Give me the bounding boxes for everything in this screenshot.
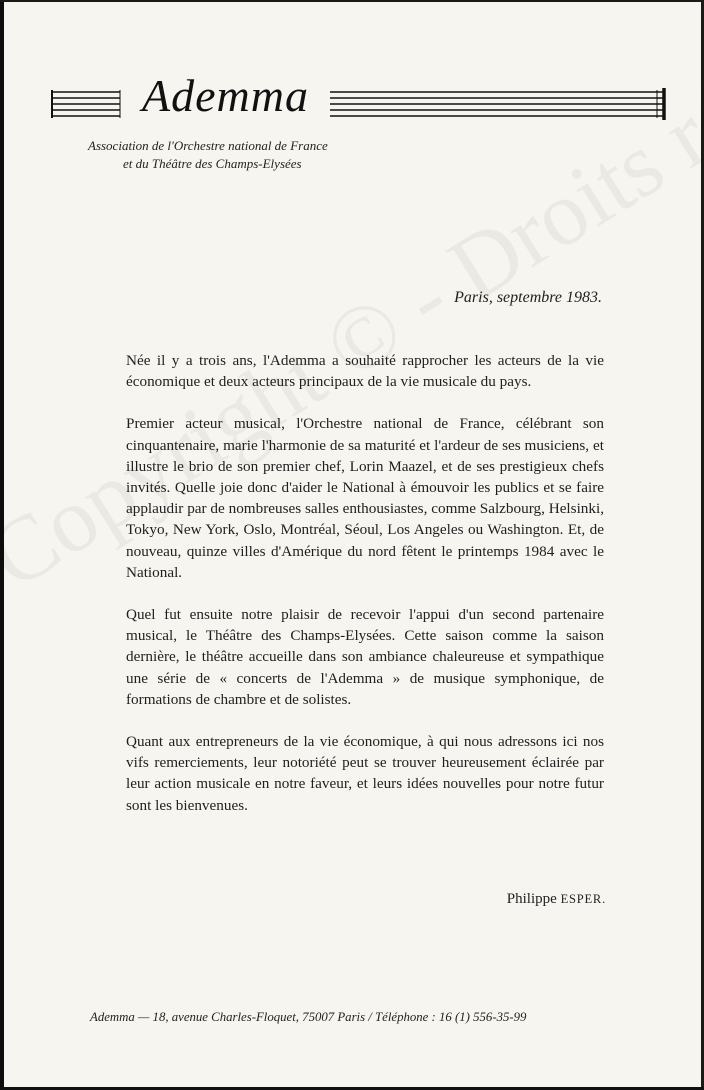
letter-date: Paris, septembre 1983. — [454, 289, 602, 306]
ademma-logo: Ademma — [142, 70, 309, 121]
letterhead-subtitle — [88, 137, 328, 173]
paragraph: Née il y a trois ans, l'Ademma a souhaité rapprocher les acteurs de la vie économique et deux acteurs principaux de la vie musicale du pays. — [126, 352, 604, 391]
letter-body — [126, 350, 604, 837]
paragraph: Quant aux entrepreneurs de la vie économique, à qui nous adressons ici nos vifs remerciements, leur notoriété peut se trouver heureusement éclairée par leur action musicale en notre faveur, et leurs idées nouvelles pour notre futur sont les bienvenues. — [126, 733, 604, 814]
scan-border-left — [0, 0, 4, 1090]
paragraph: Quel fut ensuite notre plaisir de recevoir l'appui d'un second partenaire musical, le Théâtre des Champs-Elysées. Cette saison comme la saison dernière, le théâtre accueille dans son ambiance chaleureuse et sympathique une série de « concerts de l'Ademma » de musique symphonique, de formations de chambre et de solistes. — [126, 606, 604, 708]
letterhead — [50, 66, 670, 126]
signature-last-name: ESPER. — [560, 892, 606, 906]
footer-address: Ademma — 18, avenue Charles-Floquet, 75007 Paris / Téléphone : 16 (1) 556-35-99 — [90, 1010, 527, 1024]
subtitle-line-2: et du Théâtre des Champs-Elysées — [123, 156, 302, 171]
paragraph: Premier acteur musical, l'Orchestre national de France, célébrant son cinquantenaire, marie l'harmonie de sa maturité et l'ardeur de ses musiciens, et illustre le brio de son premier chef, Lorin Maazel, et de ses prestigieux chefs invités. Quelle joie donc d'aider le National à émouvoir les publics et se faire applaudir par de nombreuses salles enthousiastes, comme Salzbourg, Helsinki, Tokyo, New York, Oslo, Montréal, Séoul, Los Angeles ou Washington. Et, de nouveau, quinze villes d'Amérique du nord fêtent le printemps 1984 avec le National. — [126, 415, 604, 581]
signature — [507, 891, 606, 908]
signature-first-name: Philippe — [506, 891, 557, 907]
subtitle-line-1: Association de l'Orchestre national de France — [88, 138, 328, 153]
scan-border-top — [0, 0, 704, 2]
